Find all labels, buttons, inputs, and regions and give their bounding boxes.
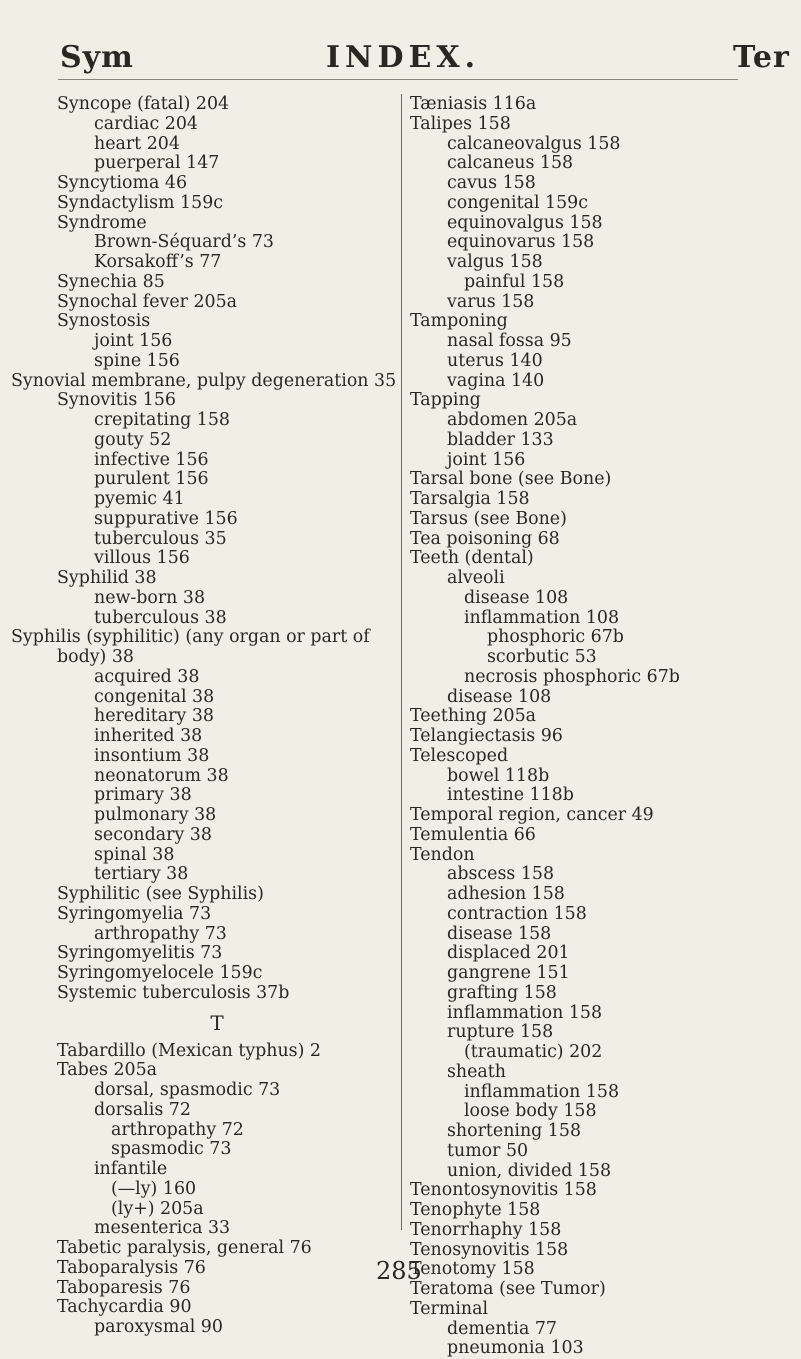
index-entry: inflammation 158 [447,1002,603,1023]
index-entry: Tæniasis 116a [410,94,537,114]
index-entry: Tenontosynovitis 158 [410,1180,597,1201]
index-entry: (ly+) 205a [111,1198,204,1219]
index-entry: necrosis phosphoric 67b [464,666,680,687]
index-entry: calcaneovalgus 158 [447,133,621,154]
index-entry: Korsakoff’s 77 [94,252,222,272]
index-entry: Telangiectasis 96 [410,726,563,746]
index-entry: rupture 158 [447,1022,554,1043]
index-entry: intestine 118b [447,785,574,806]
index-entry: contraction 158 [447,903,587,924]
index-column-right [410,95,750,1359]
index-entry: alveoli [447,568,505,588]
index-entry: Syringomyelitis 73 [57,943,223,964]
index-entry: cavus 158 [447,173,536,193]
index-entry: equinovalgus 158 [447,212,603,233]
running-head-left: Sym [60,40,134,75]
index-entry: varus 158 [447,291,535,312]
index-entry: Tenophyte 158 [410,1200,541,1220]
index-entry: Syringomyelia 73 [57,903,212,924]
index-entry: Tenotomy 158 [410,1259,535,1280]
index-entry: Terminal [410,1298,489,1319]
index-entry: congenital 159c [447,192,588,213]
index-entry: Taboparesis 76 [57,1277,191,1298]
index-entry: Tabes 205a [57,1060,158,1081]
index-entry: inflammation 108 [464,607,620,628]
index-entry: Systemic tuberculosis 37b [57,982,290,1003]
index-entry: loose body 158 [464,1101,597,1122]
index-entry: valgus 158 [447,252,543,272]
index-entry: bowel 118b [447,765,550,786]
index-entry: Teratoma (see Tumor) [410,1279,606,1299]
index-entry: heart 204 [94,133,180,154]
index-entry: dementia 77 [447,1318,557,1339]
index-entry: suppurative 156 [94,508,238,529]
index-entry: Taboparalysis 76 [57,1257,206,1278]
index-entry: gangrene 151 [447,963,570,983]
index-entry: tumor 50 [447,1140,529,1161]
index-entry: Syndactylism 159c [57,192,223,213]
index-entry: Syphilid 38 [57,568,157,588]
index-entry: dorsalis 72 [94,1099,191,1120]
index-entry: insontium 38 [94,745,210,766]
index-entry: spine 156 [94,350,180,371]
index-entry: Tarsalgia 158 [410,489,530,509]
index-entry: arthropathy 72 [111,1119,244,1140]
index-entry: abdomen 205a [447,410,578,430]
index-entry: painful 158 [464,271,565,292]
index-entry: spasmodic 73 [111,1139,232,1160]
index-entry: Synostosis [57,311,151,332]
index-entry: Synovitis 156 [57,390,176,411]
index-entry: displaced 201 [447,943,570,964]
index-entry: tuberculous 35 [94,528,227,549]
index-entry: scorbutic 53 [487,647,597,667]
index-entry: spinal 38 [94,844,175,865]
index-entry: inherited 38 [94,726,203,746]
index-entry: pneumonia 103 [447,1338,584,1359]
index-entry: Talipes 158 [410,113,511,134]
index-entry: sheath [447,1061,506,1082]
index-entry: shortening 158 [447,1121,582,1141]
index-entry: villous 156 [94,548,190,569]
index-entry: Syndrome [57,212,147,233]
index-entry: calcaneus 158 [447,153,574,174]
index-entry: Tenosynovitis 158 [410,1239,569,1260]
index-entry: disease 158 [447,923,552,944]
index-entry: tuberculous 38 [94,607,227,628]
index-entry: disease 108 [447,686,552,707]
index-entry: joint 156 [447,449,526,470]
index-entry: arthropathy 73 [94,923,227,944]
index-entry: (traumatic) 202 [464,1042,603,1062]
index-entry: Tabardillo (Mexican typhus) 2 [57,1040,321,1061]
page-number: 285 [376,1257,422,1285]
index-entry: Temulentia 66 [410,824,536,845]
index-entry: Brown-Séquard’s 73 [94,232,274,253]
index-entry: Syringomyelocele 159c [57,963,263,983]
index-entry: congenital 38 [94,686,215,707]
index-entry: phosphoric 67b [487,627,624,648]
index-entry: bladder 133 [447,429,554,450]
index-entry: disease 108 [464,587,569,608]
index-entry: primary 38 [94,785,192,806]
index-entry: abscess 158 [447,864,555,885]
index-entry: dorsal, spasmodic 73 [94,1080,281,1100]
index-entry: adhesion 158 [447,884,565,904]
index-entry: Tendon [410,844,475,865]
index-entry: (—ly) 160 [111,1178,197,1199]
index-entry: pyemic 41 [94,489,185,509]
index-entry: Tarsal bone (see Bone) [410,469,612,490]
index-entry: infantile [94,1159,168,1179]
index-entry: infective 156 [94,449,209,470]
index-entry: Syphilitic (see Syphilis) [57,884,264,904]
index-entry: Synechia 85 [57,271,165,292]
index-entry: puerperal 147 [94,153,220,174]
index-entry: secondary 38 [94,824,212,845]
index-entry: Teething 205a [410,706,537,727]
running-head-right: Ter [733,40,790,75]
section-letter: T [210,1010,224,1035]
index-entry: pulmonary 38 [94,805,217,825]
index-entry: Synovial membrane, pulpy degeneration 35 [11,370,397,391]
index-entry: vagina 140 [447,370,545,391]
page-title: INDEX. [326,40,481,75]
index-entry: uterus 140 [447,350,543,371]
header-rule [58,79,738,80]
index-entry: tertiary 38 [94,864,189,885]
index-entry: Tabetic paralysis, general 76 [57,1238,312,1258]
index-entry: equinovarus 158 [447,232,595,253]
index-entry: Temporal region, cancer 49 [410,805,654,825]
index-entry: grafting 158 [447,982,557,1003]
index-entry: paroxysmal 90 [94,1317,223,1337]
index-entry: Synochal fever 205a [57,291,238,312]
index-entry: union, divided 158 [447,1160,612,1181]
index-entry: hereditary 38 [94,706,214,727]
index-entry: acquired 38 [94,666,200,687]
index-entry: Syncytioma 46 [57,173,188,193]
index-entry: joint 156 [94,331,173,351]
index-entry: Syncope (fatal) 204 [57,94,230,114]
index-entry: gouty 52 [94,429,172,450]
index-entry: inflammation 158 [464,1081,620,1102]
index-entry: new-born 38 [94,587,206,608]
index-entry: mesenterica 33 [94,1218,231,1239]
index-entry: cardiac 204 [94,113,198,134]
column-divider [401,94,402,1230]
index-entry: nasal fossa 95 [447,331,572,351]
index-entry: Tamponing [410,311,508,332]
index-entry: purulent 156 [94,469,209,490]
index-entry: neonatorum 38 [94,765,229,786]
index-entry: Teeth (dental) [410,548,534,569]
index-entry: Tarsus (see Bone) [410,508,567,529]
index-entry: Syphilis (syphilitic) (any organ or part of body) 38 [11,627,370,667]
index-entry: Tapping [410,390,481,411]
index-column-left [11,94,397,1338]
index-entry: Telescoped [410,745,509,766]
index-entry: crepitating 158 [94,410,231,430]
index-entry: Tachycardia 90 [57,1297,192,1318]
index-entry: Tenorrhaphy 158 [410,1219,562,1240]
index-entry: Tea poisoning 68 [410,528,560,549]
